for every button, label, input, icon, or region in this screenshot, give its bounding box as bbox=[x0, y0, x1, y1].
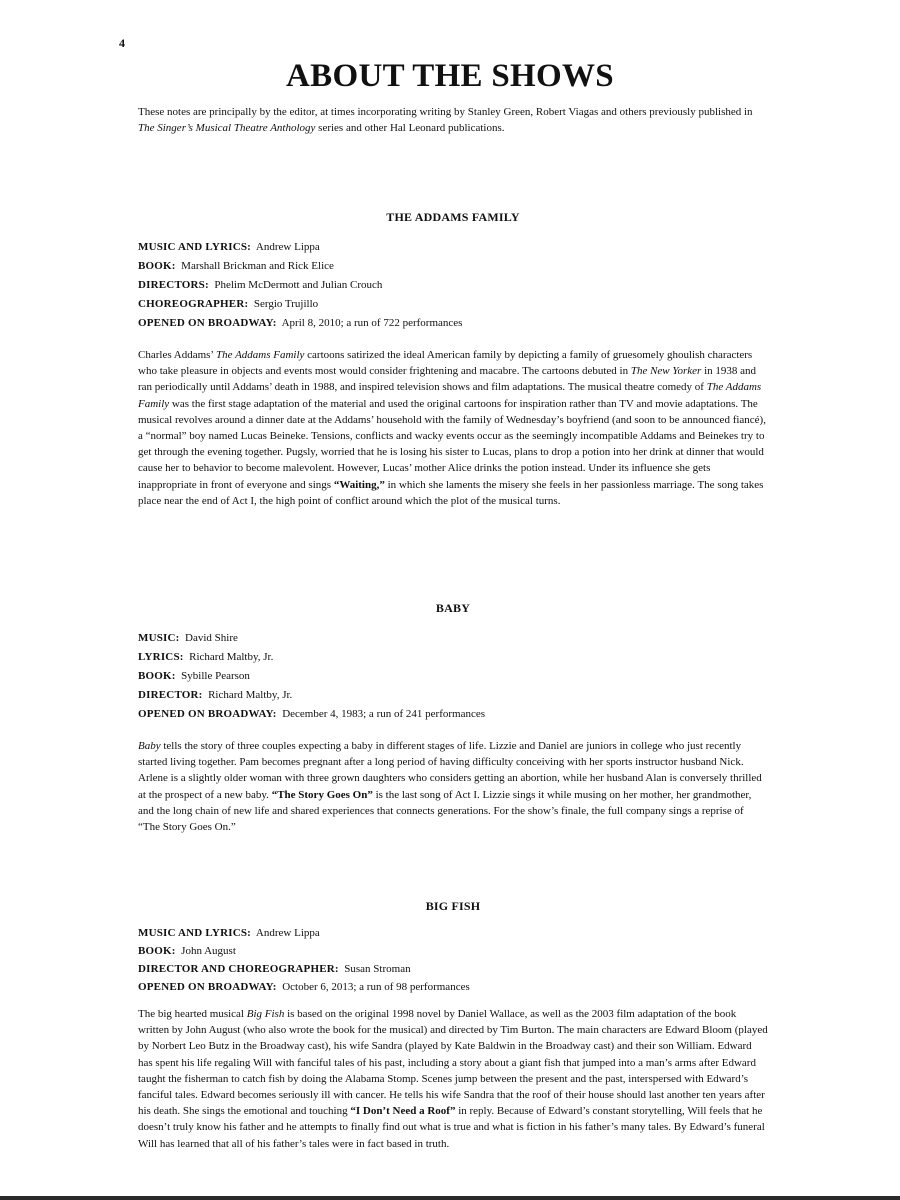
intro-italic-title: The Singer’s Musical Theatre Anthology bbox=[138, 122, 316, 134]
italic-title: The Addams Family bbox=[138, 381, 762, 410]
credit-row bbox=[138, 276, 768, 295]
intro-paragraph bbox=[138, 104, 768, 136]
credit-value: John August bbox=[181, 945, 236, 957]
synopsis-text: is based on the original 1998 novel by Daniel Wallace, as well as the 2003 film adaptation of the book written by John August (who also wrote the book for the musical) and directed by Tim Burton. The main characters are Edward Bloom (played by Norbert Leo Butz in the Broadway cast), his wife Sandra (played by Kate Baldwin in the Broadway cast) and their son William. Edward has spent his life regaling Will with fanciful tales of his past, including a story about a giant fish that jumped into a man’s arms after Edward taught the fisherman to catch fish by doing the Alabama Stomp. Scenes jump between the present and the past, interspersed with Edward’s fanciful tales. Edward becomes seriously ill with cancer. He tells his wife Sandra that the roof of their house should last another ten years after his death. She sings the emotional and touching bbox=[138, 1008, 768, 1118]
synopsis-text: in 1938 and ran periodically until Addams’ death in 1988, and inspired television shows and film adaptations. The musical theatre comedy of bbox=[138, 365, 757, 394]
credit-value: Andrew Lippa bbox=[255, 241, 320, 253]
credit-label: DIRECTORS: bbox=[138, 279, 209, 291]
credit-label: BOOK: bbox=[138, 670, 176, 682]
credit-label: BOOK: bbox=[138, 260, 176, 272]
credit-row bbox=[138, 942, 768, 960]
credit-label: BOOK: bbox=[138, 945, 176, 957]
italic-title: Baby bbox=[138, 740, 161, 752]
synopsis-text: The big hearted musical bbox=[138, 1008, 247, 1020]
intro-text-end: series and other Hal Leonard publications. bbox=[315, 122, 505, 134]
credit-row bbox=[138, 960, 768, 978]
show-section-baby bbox=[138, 601, 768, 835]
credit-row bbox=[138, 978, 768, 996]
show-title: BABY bbox=[435, 601, 471, 615]
credit-value: Richard Maltby, Jr. bbox=[189, 651, 274, 663]
synopsis-text: in which she laments the misery she feels in her passionless marriage. The song takes place near the end of Act I, the high point of conflict around which the plot of the musical turns. bbox=[138, 478, 764, 507]
credit-row bbox=[138, 629, 768, 648]
show-section-addams-family bbox=[138, 210, 768, 509]
page-number: 4 bbox=[119, 36, 125, 50]
song-title: “I Don’t Need a Roof” bbox=[350, 1105, 456, 1118]
credit-value: December 4, 1983; a run of 241 performances bbox=[282, 708, 485, 720]
synopsis-paragraph bbox=[138, 347, 768, 509]
credit-value: April 8, 2010; a run of 722 performances bbox=[281, 317, 463, 329]
credit-row bbox=[138, 238, 768, 257]
credit-row bbox=[138, 667, 768, 686]
page-title: ABOUT THE SHOWS bbox=[286, 58, 614, 94]
credit-label: DIRECTOR AND CHOREOGRAPHER: bbox=[138, 963, 339, 975]
synopsis-text: Charles Addams’ bbox=[138, 349, 217, 361]
credit-value: Marshall Brickman and Rick Elice bbox=[181, 260, 334, 272]
credit-label: OPENED ON BROADWAY: bbox=[138, 317, 277, 329]
credit-value: Sergio Trujillo bbox=[253, 298, 319, 310]
credit-label: MUSIC AND LYRICS: bbox=[138, 241, 252, 253]
credit-value: Richard Maltby, Jr. bbox=[208, 689, 293, 701]
credits-list bbox=[138, 924, 768, 996]
credit-value: David Shire bbox=[185, 632, 238, 644]
show-title: THE ADDAMS FAMILY bbox=[386, 210, 520, 224]
synopsis-text: in reply. Because of Edward’s constant storytelling, Will feels that he doesn’t truly know his father and he attempts to finally find out what is true and what is fiction in his father’s many tales. By Edward’s funeral Will has learned that all of his father’s tales were in fact based in truth. bbox=[138, 1105, 765, 1150]
credit-row bbox=[138, 295, 768, 314]
credit-label: CHOREOGRAPHER: bbox=[138, 298, 249, 310]
intro-text: These notes are principally by the editor, at times incorporating writing by Stanley Green, Robert Viagas and others previously published in bbox=[138, 106, 753, 118]
credit-label: LYRICS: bbox=[138, 651, 184, 663]
synopsis-paragraph bbox=[138, 738, 768, 835]
credit-row bbox=[138, 924, 768, 942]
synopsis-text: was the first stage adaptation of the material and used the original cartoons for inspiration rather than TV and movie adaptations. The musical revolves around a dinner date at the Addams’ household with the family of Wednesday’s boyfriend (and soon to be announced fiancé), a “normal” boy named Lucas Beineke. Tensions, conflicts and wacky events occur as the seemingly incompatible Addams and Beinekes try to get through the evening together. Pugsly, worried that he is losing his sister to Lucas, plans to drop a potion into her drink at dinner that would cause her to behavior to become malevolent. However, Lucas’ mother Alice drinks the potion instead. Under its influence she gets inappropriate in front of everyone and sings bbox=[138, 397, 766, 491]
credit-value: Sybille Pearson bbox=[181, 670, 250, 682]
credit-row bbox=[138, 705, 768, 724]
bottom-border bbox=[0, 1196, 900, 1200]
synopsis-text: cartoons satirized the ideal American family by depicting a family of gruesomely ghoulish characters who take pleasure in objects and events most would consider frightening and macabre. The cartoons debuted in bbox=[138, 349, 753, 378]
credit-label: MUSIC AND LYRICS: bbox=[138, 927, 252, 939]
song-title: “Waiting,” bbox=[333, 478, 385, 491]
show-title: BIG FISH bbox=[425, 899, 481, 913]
credit-row bbox=[138, 648, 768, 667]
italic-title: Big Fish bbox=[246, 1008, 285, 1020]
credit-label: OPENED ON BROADWAY: bbox=[138, 981, 277, 993]
credits-list bbox=[138, 629, 768, 724]
credit-value: Susan Stroman bbox=[344, 963, 411, 975]
synopsis-text: is the last song of Act I. Lizzie sings it while musing on her mother, her grandmother, and the long chain of new life and shared experiences that connects generations. For the show’s finale, the full company sings a reprise of “The Story Goes On.” bbox=[138, 788, 752, 834]
credit-label: DIRECTOR: bbox=[138, 689, 203, 701]
credits-list bbox=[138, 238, 768, 333]
italic-title: The New Yorker bbox=[630, 365, 702, 378]
song-title: “The Story Goes On” bbox=[271, 788, 373, 801]
credit-label: MUSIC: bbox=[138, 632, 180, 644]
credit-row bbox=[138, 314, 768, 333]
show-section-big-fish bbox=[138, 899, 768, 1152]
credit-label: OPENED ON BROADWAY: bbox=[138, 708, 277, 720]
credit-value: October 6, 2013; a run of 98 performances bbox=[282, 981, 470, 993]
credit-value: Andrew Lippa bbox=[255, 927, 320, 939]
synopsis-text: tells the story of three couples expecting a baby in different stages of life. Lizzie and Daniel are juniors in college who just recently started living together. Pam becomes pregnant after a long period of having difficulty conceiving with her sports instructor husband Nick. Arlene is a slightly older woman with three grown daughters who considers getting an abortion, while her husband Alan is conversely thrilled at the prospect of a new baby. bbox=[138, 740, 762, 801]
synopsis-paragraph bbox=[138, 1006, 768, 1152]
credit-row bbox=[138, 257, 768, 276]
credit-row bbox=[138, 686, 768, 705]
credit-value: Phelim McDermott and Julian Crouch bbox=[214, 279, 383, 291]
italic-title: The Addams Family bbox=[216, 349, 305, 361]
